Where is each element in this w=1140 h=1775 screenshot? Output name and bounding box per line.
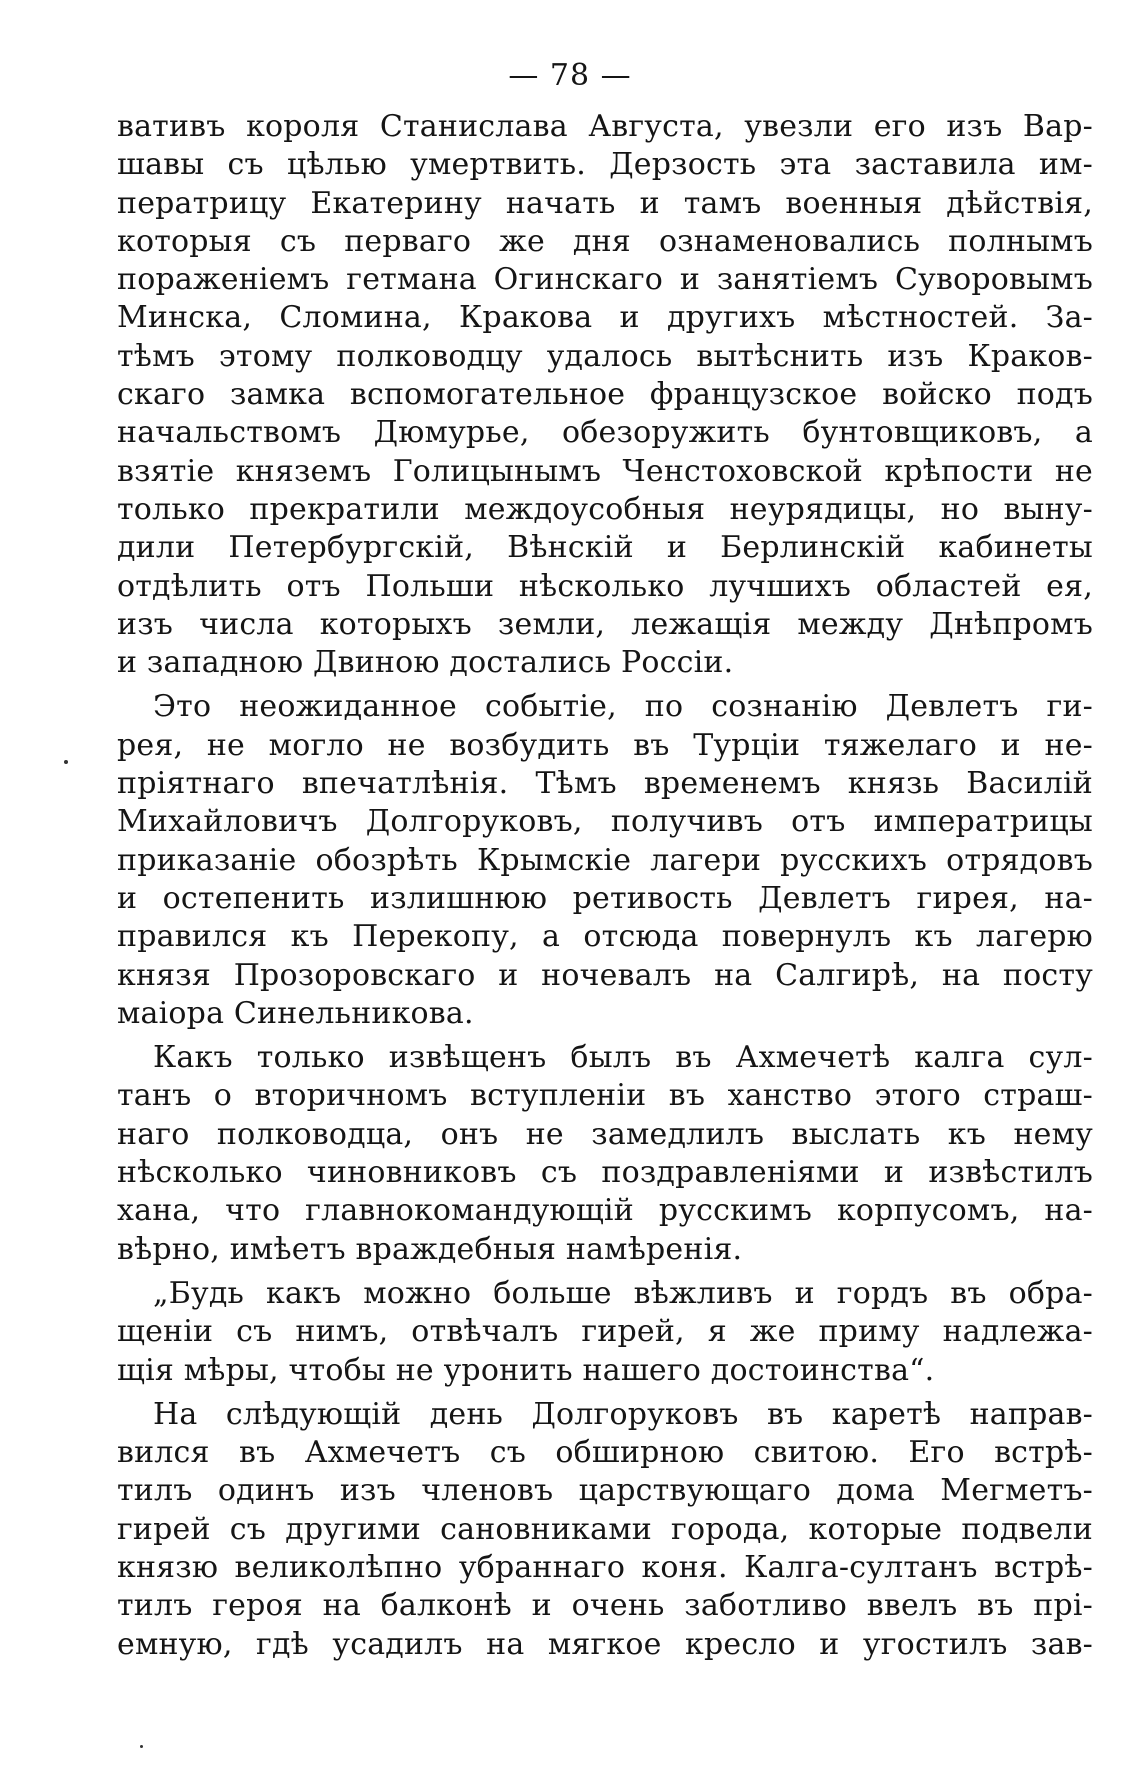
text-line: Михайловичъ Долгоруковъ, получивъ отъ императрицы bbox=[117, 804, 1093, 840]
text-line: Какъ только извѣщенъ былъ въ Ахмечетѣ калга сул- bbox=[153, 1040, 1093, 1076]
text-line: изъ числа которыхъ земли, лежащія между Днѣпромъ bbox=[117, 606, 1093, 642]
text-line: щеніи съ нимъ, отвѣчалъ гирей, я же приму надлежа- bbox=[117, 1314, 1093, 1350]
text-line: пораженіемъ гетмана Огинскаго и занятіемъ Суворовымъ bbox=[117, 262, 1093, 298]
text-line: шавы съ цѣлью умертвить. Дерзость эта заставила им- bbox=[117, 147, 1093, 183]
text-line: наго полководца, онъ не замедлилъ выслать къ нему bbox=[117, 1116, 1093, 1152]
text-line: скаго замка вспомогательное французское войско подъ bbox=[117, 377, 1093, 413]
text-line: гирей съ другими сановниками города, которые подвели bbox=[117, 1511, 1093, 1547]
text-line: танъ о вторичномъ вступленіи въ ханство этого страш- bbox=[117, 1078, 1093, 1114]
text-line: емную, гдѣ усадилъ на мягкое кресло и угостилъ зав- bbox=[117, 1626, 1093, 1662]
page-text bbox=[117, 108, 1093, 1664]
paragraph-2 bbox=[117, 688, 1093, 1033]
text-line: маіора Синельникова. bbox=[117, 995, 474, 1031]
text-line: князя Прозоровскаго и ночевалъ на Салгирѣ, на посту bbox=[117, 957, 1093, 993]
text-line: приказаніе обозрѣть Крымскіе лагери русскихъ отрядовъ bbox=[117, 842, 1093, 878]
text-line: князю великолѣпно убраннаго коня. Калга-султанъ встрѣ- bbox=[117, 1549, 1093, 1585]
text-line: вился въ Ахмечетъ съ обширною свитою. Его встрѣ- bbox=[117, 1435, 1093, 1471]
text-line: взятіе княземъ Голицынымъ Ченстоховской крѣпости не bbox=[117, 453, 1093, 489]
text-line: вѣрно, имѣетъ враждебныя намѣренія. bbox=[117, 1231, 743, 1267]
print-speck bbox=[64, 760, 68, 764]
text-line: На слѣдующій день Долгоруковъ въ каретѣ направ- bbox=[153, 1396, 1093, 1432]
text-line: „Будь какъ можно больше вѣжливъ и гордъ въ обра- bbox=[153, 1275, 1093, 1311]
text-line: тилъ одинъ изъ членовъ царствующаго дома Мегметъ- bbox=[117, 1473, 1093, 1509]
page-number: — 78 — bbox=[508, 58, 632, 93]
text-line: и западною Двиною достались Россіи. bbox=[117, 645, 734, 681]
text-line: правился къ Перекопу, а отсюда повернулъ къ лагерю bbox=[117, 919, 1093, 955]
text-line: Это неожиданное событіе, по сознанію Девлетъ ги- bbox=[153, 689, 1093, 725]
text-line: пріятнаго впечатлѣнія. Тѣмъ временемъ князь Василій bbox=[117, 766, 1093, 802]
text-line: которыя съ перваго же дня ознаменовались полнымъ bbox=[117, 223, 1093, 259]
text-line: отдѣлить отъ Польши нѣсколько лучшихъ областей ея, bbox=[117, 568, 1093, 604]
paragraph-1 bbox=[117, 108, 1093, 682]
text-line: рея, не могло не возбудить въ Турціи тяжелаго и не- bbox=[117, 727, 1093, 763]
text-line: щія мѣры, чтобы не уронить нашего достоинства“. bbox=[117, 1352, 935, 1388]
print-speck bbox=[140, 1745, 143, 1748]
text-line: тилъ героя на балконѣ и очень заботливо ввелъ въ прі- bbox=[117, 1588, 1093, 1624]
text-line: и остепенить излишнюю ретивость Девлетъ гирея, на- bbox=[117, 880, 1093, 916]
text-line: хана, что главнокомандующій русскимъ корпусомъ, на- bbox=[117, 1193, 1093, 1229]
text-line: вативъ короля Станислава Августа, увезли его изъ Вар- bbox=[117, 109, 1093, 144]
text-line: тѣмъ этому полководцу удалось вытѣснить изъ Краков- bbox=[117, 338, 1093, 374]
text-line: Минска, Сломина, Кракова и другихъ мѣстностей. За- bbox=[117, 300, 1093, 336]
text-line: нѣсколько чиновниковъ съ поздравленіями и извѣстилъ bbox=[117, 1155, 1093, 1191]
text-line: начальствомъ Дюмурье, обезоружить бунтовщиковъ, а bbox=[117, 415, 1093, 451]
text-line: только прекратили междоусобныя неурядицы, но выну- bbox=[117, 491, 1093, 527]
text-line: ператрицу Екатерину начать и тамъ военныя дѣйствія, bbox=[117, 185, 1093, 221]
paragraph-5 bbox=[117, 1396, 1093, 1664]
text-line: дили Петербургскій, Вѣнскій и Берлинскій кабинеты bbox=[117, 530, 1093, 566]
paragraph-3 bbox=[117, 1039, 1093, 1269]
paragraph-4 bbox=[117, 1275, 1093, 1390]
